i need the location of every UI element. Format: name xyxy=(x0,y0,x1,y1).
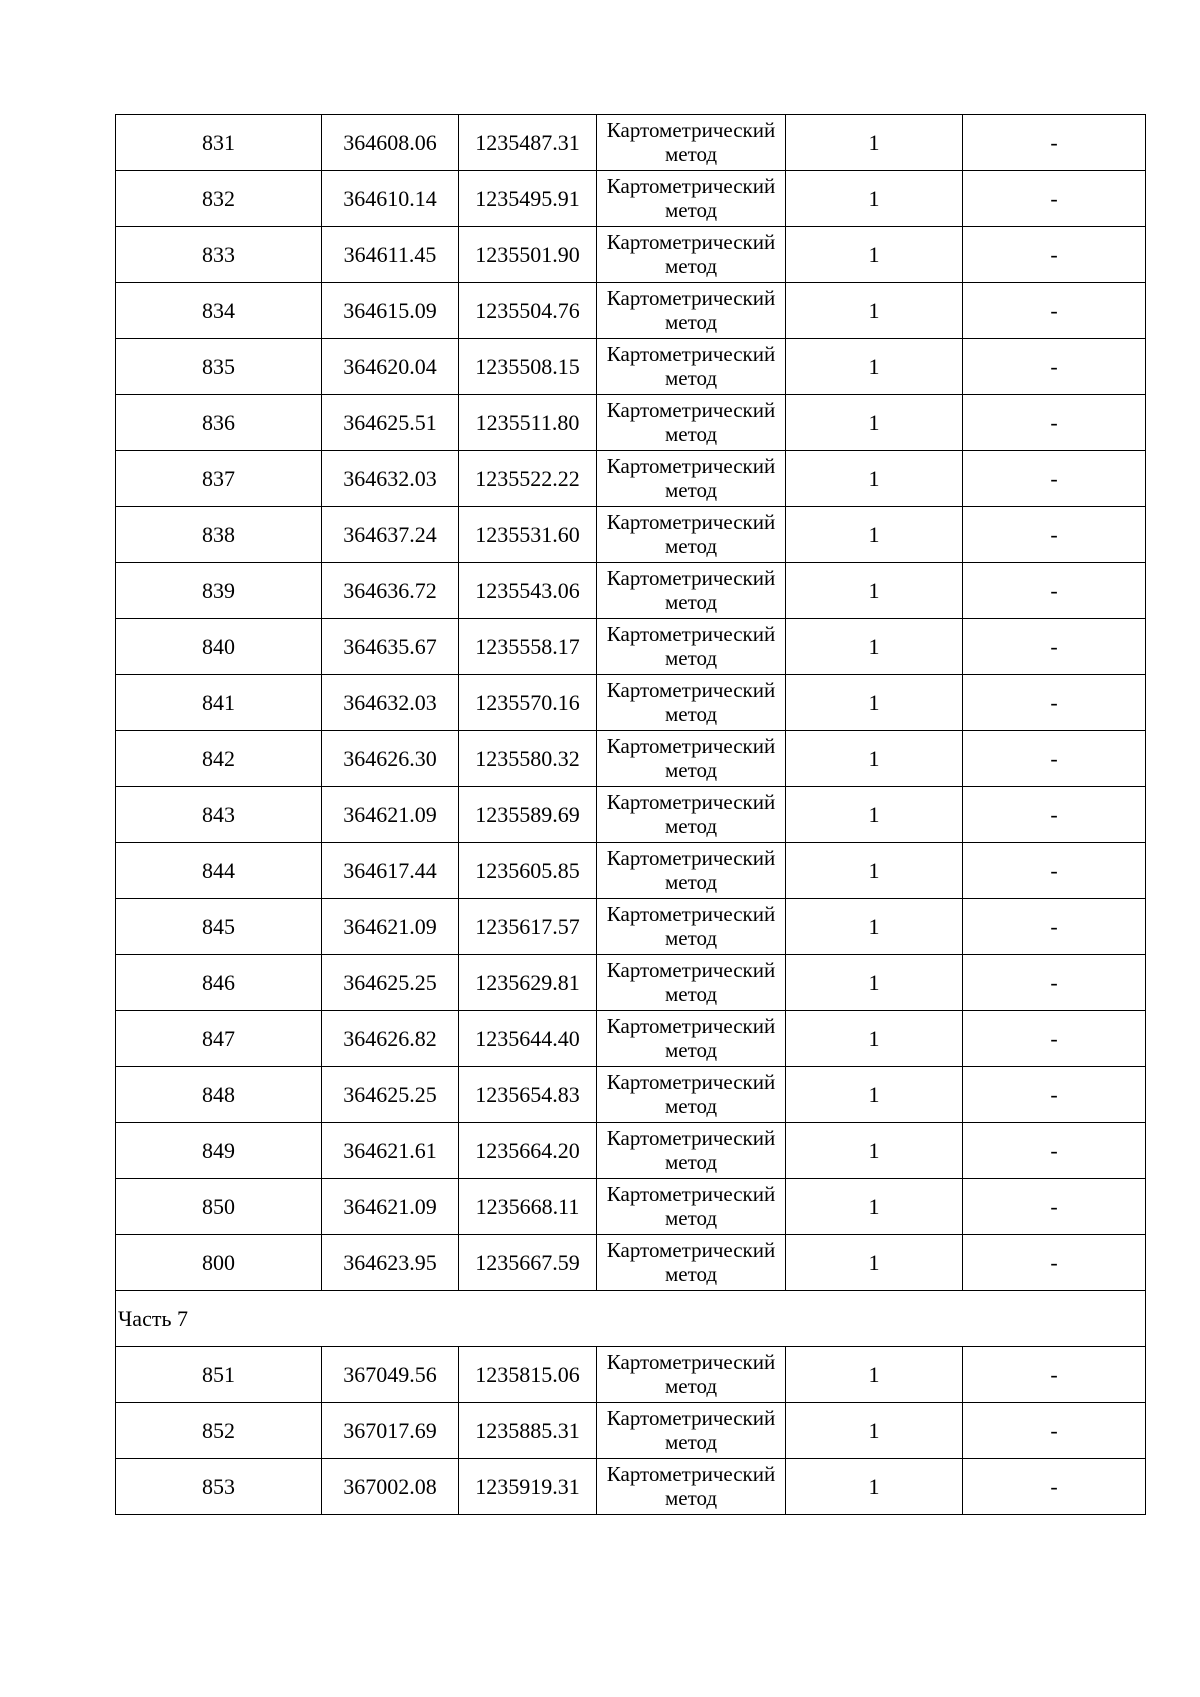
accuracy-cell: 1 xyxy=(786,1123,963,1179)
method-cell: Картометрический метод xyxy=(597,1403,786,1459)
coordinate-x-cell: 364626.82 xyxy=(322,1011,459,1067)
description-cell: - xyxy=(963,339,1146,395)
coordinate-x-cell: 364625.51 xyxy=(322,395,459,451)
coordinate-y-cell: 1235815.06 xyxy=(459,1347,597,1403)
description-cell: - xyxy=(963,1067,1146,1123)
table-row xyxy=(116,1011,1146,1067)
coordinate-y-cell: 1235605.85 xyxy=(459,843,597,899)
table-row xyxy=(116,1235,1146,1291)
method-cell: Картометрический метод xyxy=(597,339,786,395)
description-cell: - xyxy=(963,731,1146,787)
coordinate-x-cell: 364610.14 xyxy=(322,171,459,227)
point-number-cell: 848 xyxy=(116,1067,322,1123)
point-number-cell: 831 xyxy=(116,115,322,171)
table-row xyxy=(116,507,1146,563)
point-number-cell: 836 xyxy=(116,395,322,451)
table-row xyxy=(116,1403,1146,1459)
description-cell: - xyxy=(963,115,1146,171)
coordinate-y-cell: 1235508.15 xyxy=(459,339,597,395)
method-cell: Картометрический метод xyxy=(597,563,786,619)
accuracy-cell: 1 xyxy=(786,619,963,675)
coordinate-x-cell: 364621.09 xyxy=(322,1179,459,1235)
table-row xyxy=(116,843,1146,899)
point-number-cell: 853 xyxy=(116,1459,322,1515)
description-cell: - xyxy=(963,1403,1146,1459)
coordinate-x-cell: 364637.24 xyxy=(322,507,459,563)
coordinate-y-cell: 1235558.17 xyxy=(459,619,597,675)
description-cell: - xyxy=(963,619,1146,675)
coordinate-x-cell: 367049.56 xyxy=(322,1347,459,1403)
accuracy-cell: 1 xyxy=(786,227,963,283)
table-row xyxy=(116,171,1146,227)
coordinate-y-cell: 1235487.31 xyxy=(459,115,597,171)
point-number-cell: 833 xyxy=(116,227,322,283)
accuracy-cell: 1 xyxy=(786,115,963,171)
table-row xyxy=(116,1179,1146,1235)
method-cell: Картометрический метод xyxy=(597,507,786,563)
accuracy-cell: 1 xyxy=(786,1179,963,1235)
description-cell: - xyxy=(963,675,1146,731)
table-row xyxy=(116,787,1146,843)
coordinate-x-cell: 364632.03 xyxy=(322,675,459,731)
table-row xyxy=(116,451,1146,507)
method-cell: Картометрический метод xyxy=(597,1179,786,1235)
coordinates-table-body xyxy=(116,115,1146,1515)
table-row xyxy=(116,955,1146,1011)
accuracy-cell: 1 xyxy=(786,1011,963,1067)
accuracy-cell: 1 xyxy=(786,1235,963,1291)
point-number-cell: 847 xyxy=(116,1011,322,1067)
table-row xyxy=(116,115,1146,171)
accuracy-cell: 1 xyxy=(786,451,963,507)
coordinate-y-cell: 1235885.31 xyxy=(459,1403,597,1459)
method-cell: Картометрический метод xyxy=(597,843,786,899)
accuracy-cell: 1 xyxy=(786,787,963,843)
coordinate-y-cell: 1235570.16 xyxy=(459,675,597,731)
point-number-cell: 835 xyxy=(116,339,322,395)
method-cell: Картометрический метод xyxy=(597,115,786,171)
method-cell: Картометрический метод xyxy=(597,283,786,339)
table-row xyxy=(116,619,1146,675)
description-cell: - xyxy=(963,1347,1146,1403)
coordinate-y-cell: 1235580.32 xyxy=(459,731,597,787)
coordinate-x-cell: 364635.67 xyxy=(322,619,459,675)
coordinate-y-cell: 1235543.06 xyxy=(459,563,597,619)
coordinate-y-cell: 1235617.57 xyxy=(459,899,597,955)
method-cell: Картометрический метод xyxy=(597,395,786,451)
point-number-cell: 846 xyxy=(116,955,322,1011)
coordinate-x-cell: 364611.45 xyxy=(322,227,459,283)
method-cell: Картометрический метод xyxy=(597,899,786,955)
method-cell: Картометрический метод xyxy=(597,1067,786,1123)
accuracy-cell: 1 xyxy=(786,563,963,619)
accuracy-cell: 1 xyxy=(786,1347,963,1403)
accuracy-cell: 1 xyxy=(786,955,963,1011)
description-cell: - xyxy=(963,843,1146,899)
point-number-cell: 839 xyxy=(116,563,322,619)
description-cell: - xyxy=(963,451,1146,507)
coordinate-x-cell: 367002.08 xyxy=(322,1459,459,1515)
accuracy-cell: 1 xyxy=(786,339,963,395)
coordinate-y-cell: 1235629.81 xyxy=(459,955,597,1011)
point-number-cell: 844 xyxy=(116,843,322,899)
section-label: Часть 7 xyxy=(116,1291,1146,1347)
coordinate-y-cell: 1235919.31 xyxy=(459,1459,597,1515)
table-row xyxy=(116,339,1146,395)
table-row xyxy=(116,563,1146,619)
accuracy-cell: 1 xyxy=(786,283,963,339)
coordinate-x-cell: 364621.09 xyxy=(322,899,459,955)
point-number-cell: 852 xyxy=(116,1403,322,1459)
coordinate-x-cell: 364620.04 xyxy=(322,339,459,395)
coordinate-y-cell: 1235511.80 xyxy=(459,395,597,451)
coordinate-y-cell: 1235495.91 xyxy=(459,171,597,227)
accuracy-cell: 1 xyxy=(786,899,963,955)
description-cell: - xyxy=(963,787,1146,843)
coordinate-x-cell: 364625.25 xyxy=(322,1067,459,1123)
accuracy-cell: 1 xyxy=(786,171,963,227)
method-cell: Картометрический метод xyxy=(597,731,786,787)
coordinate-x-cell: 364621.09 xyxy=(322,787,459,843)
coordinate-x-cell: 367017.69 xyxy=(322,1403,459,1459)
coordinate-y-cell: 1235668.11 xyxy=(459,1179,597,1235)
point-number-cell: 834 xyxy=(116,283,322,339)
coordinate-y-cell: 1235522.22 xyxy=(459,451,597,507)
point-number-cell: 843 xyxy=(116,787,322,843)
method-cell: Картометрический метод xyxy=(597,675,786,731)
coordinate-y-cell: 1235664.20 xyxy=(459,1123,597,1179)
description-cell: - xyxy=(963,1011,1146,1067)
accuracy-cell: 1 xyxy=(786,675,963,731)
coordinate-x-cell: 364626.30 xyxy=(322,731,459,787)
accuracy-cell: 1 xyxy=(786,731,963,787)
point-number-cell: 850 xyxy=(116,1179,322,1235)
table-row xyxy=(116,395,1146,451)
coordinates-table xyxy=(115,114,1146,1515)
coordinate-y-cell: 1235504.76 xyxy=(459,283,597,339)
accuracy-cell: 1 xyxy=(786,843,963,899)
coordinate-x-cell: 364608.06 xyxy=(322,115,459,171)
coordinate-x-cell: 364623.95 xyxy=(322,1235,459,1291)
description-cell: - xyxy=(963,899,1146,955)
table-row xyxy=(116,1123,1146,1179)
description-cell: - xyxy=(963,227,1146,283)
table-row xyxy=(116,731,1146,787)
method-cell: Картометрический метод xyxy=(597,955,786,1011)
description-cell: - xyxy=(963,1459,1146,1515)
point-number-cell: 845 xyxy=(116,899,322,955)
coordinate-y-cell: 1235654.83 xyxy=(459,1067,597,1123)
coordinate-x-cell: 364636.72 xyxy=(322,563,459,619)
coordinate-y-cell: 1235644.40 xyxy=(459,1011,597,1067)
table-row xyxy=(116,1459,1146,1515)
table-row xyxy=(116,283,1146,339)
description-cell: - xyxy=(963,283,1146,339)
description-cell: - xyxy=(963,1179,1146,1235)
method-cell: Картометрический метод xyxy=(597,1123,786,1179)
method-cell: Картометрический метод xyxy=(597,1011,786,1067)
description-cell: - xyxy=(963,171,1146,227)
description-cell: - xyxy=(963,955,1146,1011)
method-cell: Картометрический метод xyxy=(597,1459,786,1515)
accuracy-cell: 1 xyxy=(786,507,963,563)
point-number-cell: 849 xyxy=(116,1123,322,1179)
coordinate-y-cell: 1235531.60 xyxy=(459,507,597,563)
method-cell: Картометрический метод xyxy=(597,1235,786,1291)
table-row xyxy=(116,1067,1146,1123)
method-cell: Картометрический метод xyxy=(597,451,786,507)
method-cell: Картометрический метод xyxy=(597,1347,786,1403)
coordinate-y-cell: 1235589.69 xyxy=(459,787,597,843)
section-header-row xyxy=(116,1291,1146,1347)
description-cell: - xyxy=(963,1235,1146,1291)
point-number-cell: 837 xyxy=(116,451,322,507)
accuracy-cell: 1 xyxy=(786,1459,963,1515)
coordinate-x-cell: 364621.61 xyxy=(322,1123,459,1179)
description-cell: - xyxy=(963,1123,1146,1179)
method-cell: Картометрический метод xyxy=(597,227,786,283)
point-number-cell: 800 xyxy=(116,1235,322,1291)
method-cell: Картометрический метод xyxy=(597,787,786,843)
point-number-cell: 832 xyxy=(116,171,322,227)
point-number-cell: 851 xyxy=(116,1347,322,1403)
table-row xyxy=(116,1347,1146,1403)
point-number-cell: 842 xyxy=(116,731,322,787)
coordinate-x-cell: 364615.09 xyxy=(322,283,459,339)
coordinate-x-cell: 364632.03 xyxy=(322,451,459,507)
point-number-cell: 841 xyxy=(116,675,322,731)
method-cell: Картометрический метод xyxy=(597,171,786,227)
description-cell: - xyxy=(963,507,1146,563)
method-cell: Картометрический метод xyxy=(597,619,786,675)
description-cell: - xyxy=(963,563,1146,619)
table-row xyxy=(116,227,1146,283)
table-row xyxy=(116,899,1146,955)
accuracy-cell: 1 xyxy=(786,1403,963,1459)
description-cell: - xyxy=(963,395,1146,451)
point-number-cell: 840 xyxy=(116,619,322,675)
point-number-cell: 838 xyxy=(116,507,322,563)
accuracy-cell: 1 xyxy=(786,1067,963,1123)
coordinate-x-cell: 364617.44 xyxy=(322,843,459,899)
accuracy-cell: 1 xyxy=(786,395,963,451)
coordinate-y-cell: 1235501.90 xyxy=(459,227,597,283)
table-row xyxy=(116,675,1146,731)
coordinate-x-cell: 364625.25 xyxy=(322,955,459,1011)
coordinate-y-cell: 1235667.59 xyxy=(459,1235,597,1291)
